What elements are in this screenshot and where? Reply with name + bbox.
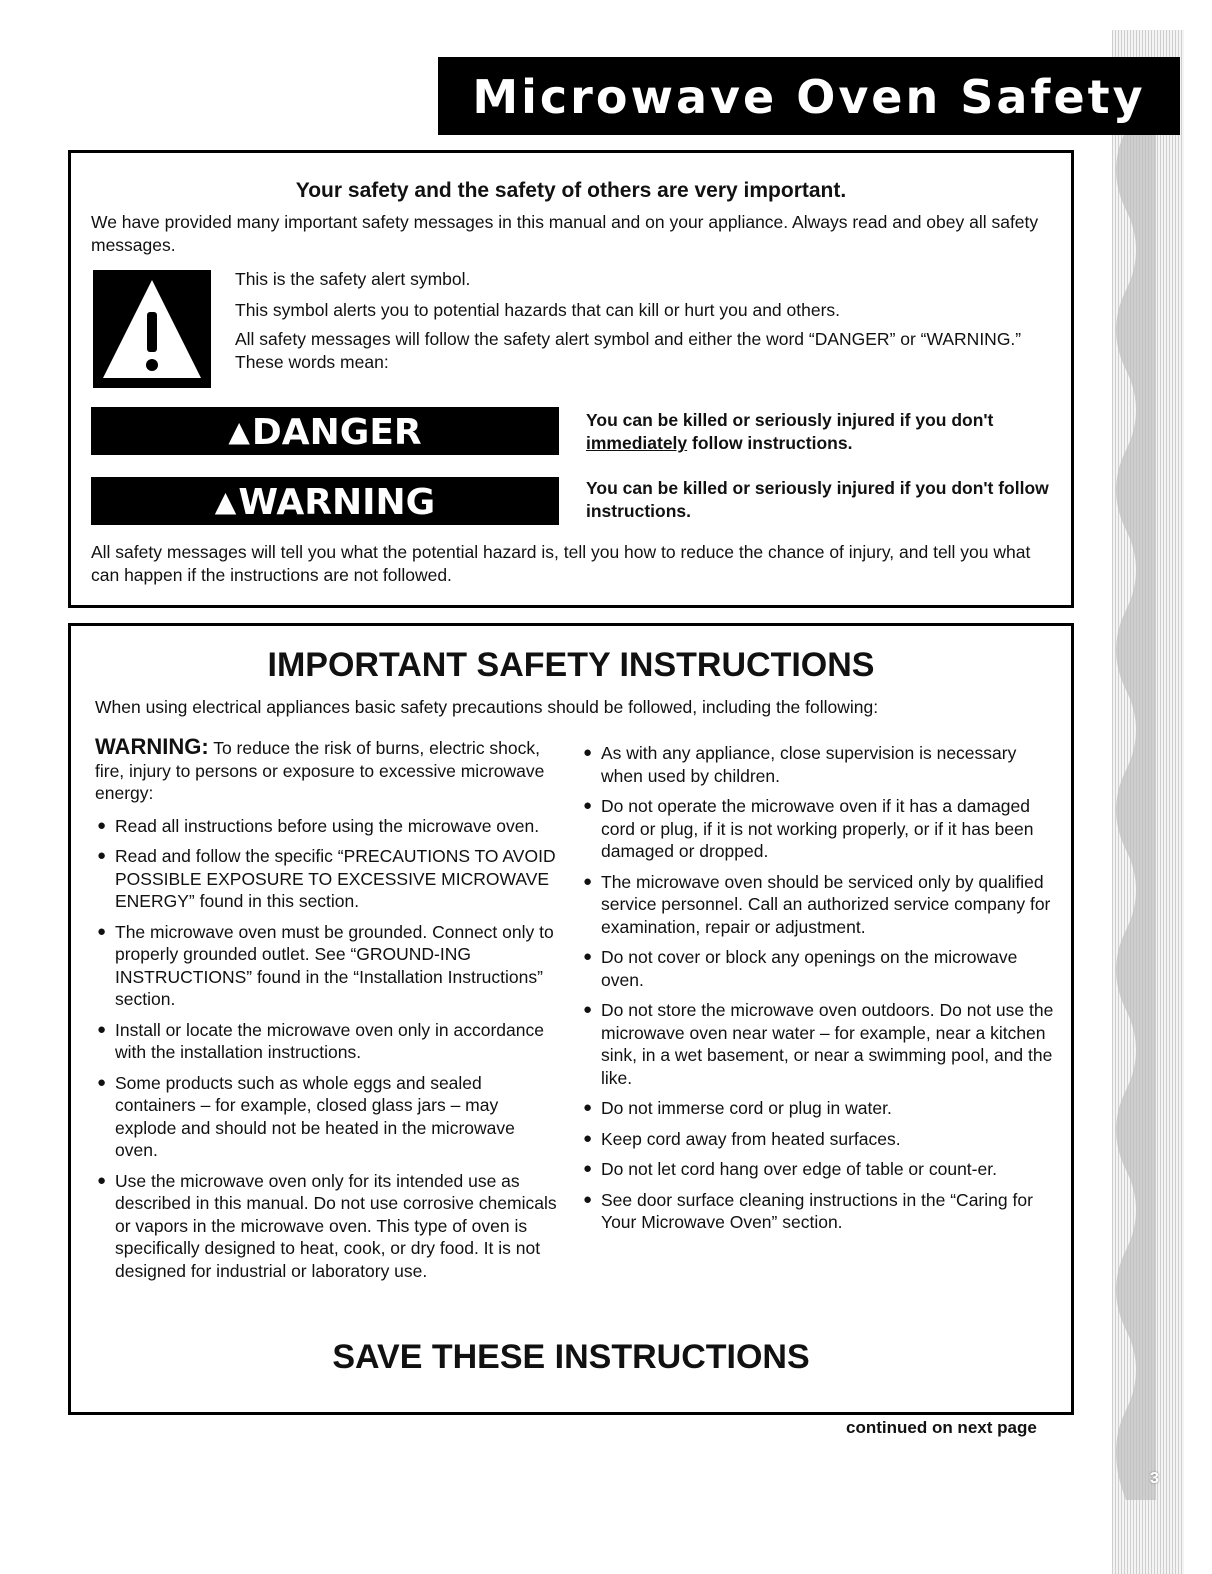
bullet-icon: ● <box>97 816 107 834</box>
bullet-icon: ● <box>583 1190 593 1208</box>
danger-alert-icon: ▲ <box>228 415 250 448</box>
page-number: 3 <box>1150 1470 1159 1487</box>
warning-statement <box>95 736 559 805</box>
list-item-text: Do not operate the microwave oven if it has a damaged cord or plug, if it is not working properly, or if it has been damaged or dropped. <box>601 796 1034 861</box>
bullet-icon: ● <box>97 922 107 940</box>
danger-msg-emphasis: immediately <box>586 433 688 453</box>
warning-text: To reduce the risk of burns, electric shock, fire, injury to persons or exposure to excessive microwave energy: <box>95 738 545 803</box>
save-instructions-heading: SAVE THESE INSTRUCTIONS <box>332 1338 810 1376</box>
bullet-icon: ● <box>97 1171 107 1189</box>
list-item-text: Read and follow the specific “PRECAUTIONS TO AVOID POSSIBLE EXPOSURE TO EXCESSIVE MICROWAVE ENERGY” found in this section. <box>115 846 556 911</box>
bullet-icon: ● <box>97 847 107 864</box>
bullet-icon: ● <box>97 1073 107 1091</box>
warning-alert-icon: ▲ <box>214 485 237 518</box>
list-item <box>581 946 1055 991</box>
continued-note: continued on next page <box>846 1418 1037 1437</box>
right-bullet-list <box>581 742 1055 1234</box>
warning-lead: WARNING: <box>95 734 209 759</box>
bullet-icon: ● <box>583 1160 593 1177</box>
important-instructions-box <box>68 623 1074 1415</box>
list-item-text: Do not let cord hang over edge of table or count-er. <box>601 1159 997 1179</box>
list-item <box>95 815 559 838</box>
page-title: Microwave Oven Safety <box>438 57 1180 135</box>
danger-label: DANGER <box>251 412 422 453</box>
right-column <box>581 742 1055 1242</box>
list-item-text: Do not immerse cord or plug in water. <box>601 1098 892 1118</box>
list-item <box>581 1097 1055 1120</box>
bullet-icon: ● <box>583 797 593 814</box>
list-item <box>581 871 1055 939</box>
symbol-line-3: All safety messages will follow the safety alert symbol and either the word “DANGER” or “WARNING.” These words mean: <box>235 329 1022 372</box>
warning-message: You can be killed or seriously injured if you don't follow instructions. <box>586 478 1049 521</box>
list-item-text: Do not store the microwave oven outdoors. Do not use the microwave oven near water – for example, near a kitchen sink, in a wet basement, or near a swimming pool, and the like. <box>601 1000 1054 1088</box>
bullet-icon: ● <box>583 744 593 761</box>
warning-signal-word <box>91 477 559 525</box>
list-item <box>95 1170 559 1283</box>
list-item-text: Do not cover or block any openings on the microwave oven. <box>601 947 1018 990</box>
bullet-icon: ● <box>583 1099 593 1116</box>
alert-triangle-icon <box>93 270 211 388</box>
warning-label: WARNING <box>238 482 436 523</box>
list-item <box>581 1128 1055 1151</box>
list-item <box>581 1158 1055 1181</box>
safety-alert-symbol <box>93 270 211 388</box>
safety-notice-box <box>68 150 1074 608</box>
bullet-icon: ● <box>583 948 593 965</box>
left-bullet-list <box>95 815 559 1283</box>
list-item <box>581 999 1055 1089</box>
danger-message <box>586 409 1066 455</box>
list-item-text: Keep cord away from heated surfaces. <box>601 1128 901 1149</box>
safety-footer: All safety messages will tell you what the potential hazard is, tell you how to reduce the chance of injury, and tell you what can happen if the instructions are not followed. <box>91 542 1031 585</box>
list-item-text: Use the microwave oven only for its intended use as described in this manual. Do not use corrosive chemicals or vapors in the microwave oven. This type of oven is specifically designed to heat, cook, or dry food. It is not designed for industrial or laboratory use. <box>115 1170 557 1281</box>
bullet-icon: ● <box>583 1001 593 1018</box>
list-item-text: As with any appliance, close supervision is necessary when used by children. <box>601 743 1017 786</box>
bullet-icon: ● <box>583 1129 593 1147</box>
decorative-wave-border <box>1096 130 1156 1500</box>
instructions-intro: When using electrical appliances basic safety precautions should be followed, including the following: <box>95 697 879 717</box>
symbol-line-1: This is the safety alert symbol. <box>235 269 471 289</box>
list-item <box>581 795 1055 863</box>
danger-signal-word <box>91 407 559 455</box>
list-item <box>95 845 559 913</box>
danger-msg-pre: You can be killed or seriously injured if you don't <box>586 410 994 430</box>
list-item-text: The microwave oven must be grounded. Connect only to properly grounded outlet. See “GROUND-ING INSTRUCTIONS” found in the “Installation Instructions” section. <box>115 921 554 1009</box>
symbol-line-2: This symbol alerts you to potential hazards that can kill or hurt you and others. <box>235 300 841 320</box>
list-item <box>95 921 559 1011</box>
list-item-text: See door surface cleaning instructions in the “Caring for Your Microwave Oven” section. <box>601 1189 1033 1232</box>
danger-msg-post: follow instructions. <box>687 433 853 453</box>
bullet-icon: ● <box>583 872 593 890</box>
list-item-text: Install or locate the microwave oven only in accordance with the installation instructions. <box>115 1019 544 1062</box>
instructions-heading: IMPORTANT SAFETY INSTRUCTIONS <box>267 646 875 684</box>
list-item <box>581 742 1055 787</box>
bullet-icon: ● <box>97 1020 107 1038</box>
list-item <box>581 1189 1055 1234</box>
left-column <box>95 736 559 1290</box>
safety-heading: Your safety and the safety of others are very important. <box>295 179 847 202</box>
list-item <box>95 1072 559 1162</box>
list-item <box>95 1019 559 1064</box>
list-item-text: Read all instructions before using the microwave oven. <box>115 815 540 836</box>
list-item-text: Some products such as whole eggs and sealed containers – for example, closed glass jars – may explode and should not be heated in the microwave oven. <box>115 1072 515 1160</box>
list-item-text: The microwave oven should be serviced only by qualified service personnel. Call an authorized service company for examination, repair or adjustment. <box>601 871 1051 937</box>
safety-intro: We have provided many important safety messages in this manual and on your appliance. Always read and obey all safety messages. <box>91 212 1039 255</box>
